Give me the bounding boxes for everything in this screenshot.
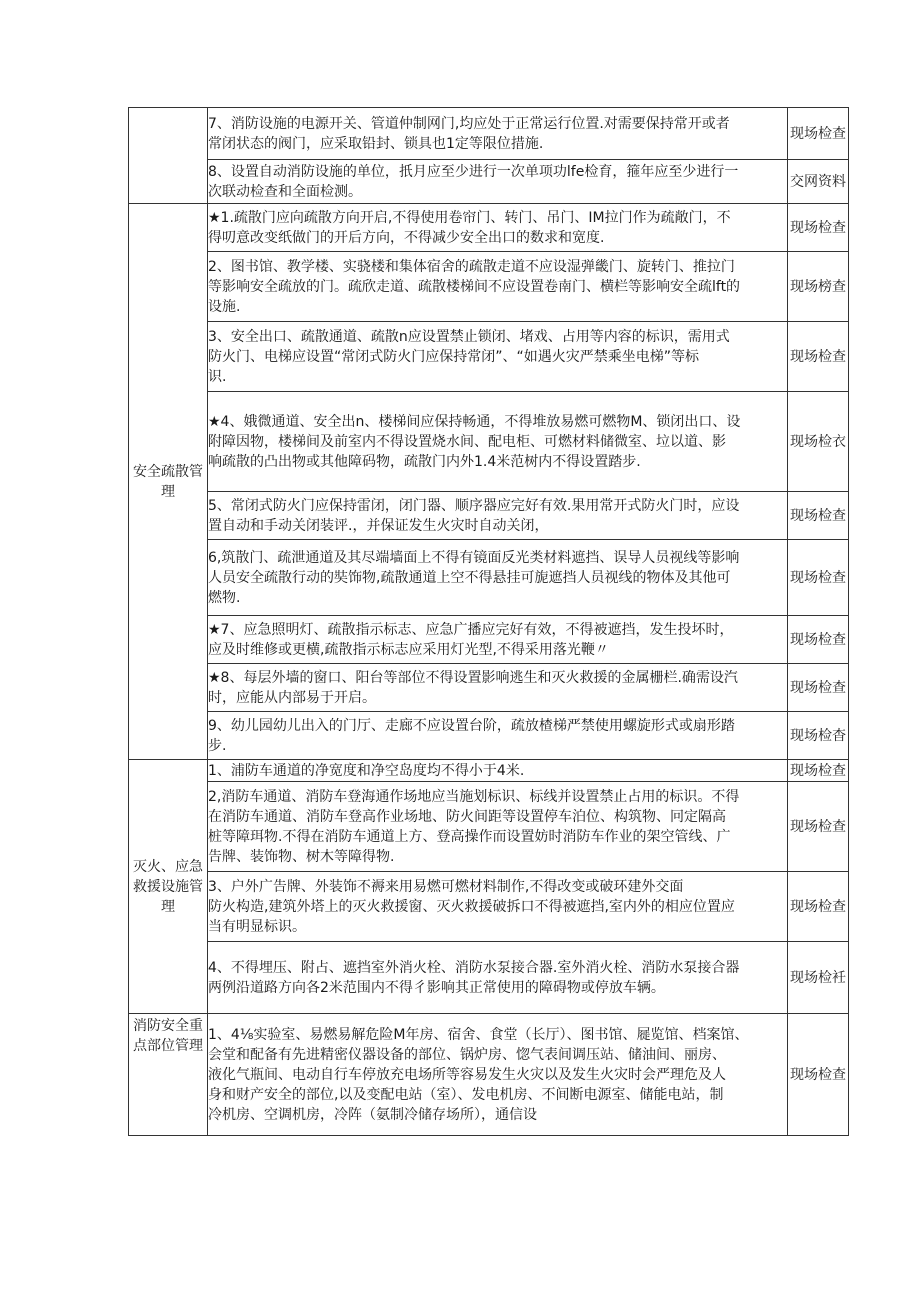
requirement-line: 5、常闭式防火门应保持雷闭，闭门器、顺序器应完好有效.果用常开式防火门时，应设 bbox=[208, 497, 740, 514]
table-row bbox=[129, 942, 849, 1014]
check-method-cell: 现场榜查 bbox=[788, 252, 849, 322]
check-method-cell: 现场检查 bbox=[788, 322, 849, 392]
table-row bbox=[129, 712, 849, 760]
check-method-cell: 现场检查 bbox=[788, 492, 849, 540]
requirement-cell bbox=[208, 392, 788, 492]
requirement-line: 当有明显标识。 bbox=[208, 918, 306, 935]
requirement-line: 应及时维修或更横,疏散指示标志应采用灯光型,不得采用落光鞭〃 bbox=[208, 641, 609, 658]
requirement-cell bbox=[208, 1014, 788, 1136]
requirement-line: 步. bbox=[208, 737, 227, 754]
table-row bbox=[129, 322, 849, 392]
requirement-line: 3、户外广告牌、外装饰不褥来用易燃可燃材料制作,不得改变或破环建外交面 bbox=[208, 878, 684, 895]
requirement-line: 会堂和配备有先进精密仪器设备的部位、锅炉房、惚气表间调压站、储油间、丽房、 bbox=[208, 1046, 726, 1063]
table-row bbox=[129, 492, 849, 540]
requirement-cell bbox=[208, 252, 788, 322]
requirement-line: 两例沿道路方向各2米范围内不得彳影响其正常使用的障碍物或停放车辆。 bbox=[208, 979, 665, 996]
requirement-cell bbox=[208, 664, 788, 712]
requirement-cell bbox=[208, 712, 788, 760]
requirement-cell bbox=[208, 160, 788, 204]
check-method-cell: 现场检查 bbox=[788, 782, 849, 872]
requirement-line: ★8、每层外墙的窗口、阳台等部位不得设置影响逃生和灭火救援的金属栅栏.确需设汽 bbox=[208, 669, 738, 686]
requirement-line: 3、安全出口、疏散通道、疏散n应设置禁止锁闭、堵戏、占用等内容的标识，需用式 bbox=[208, 328, 730, 345]
requirement-line: ★7、应急照明灯、疏散指示标志、应急广播应完好有效，不得被遮挡，发生投坏时， bbox=[208, 621, 734, 638]
requirement-line: 1、浦防车通道的净宽度和净空岛度均不得小于4米. bbox=[208, 762, 525, 779]
category-cell: 安全疏散管理 bbox=[129, 204, 208, 760]
check-method-cell: 现场检查 bbox=[788, 204, 849, 252]
check-method-cell: 现场检查 bbox=[788, 760, 849, 782]
requirement-cell bbox=[208, 322, 788, 392]
requirement-cell bbox=[208, 616, 788, 664]
check-method-cell: 现场检查 bbox=[788, 1014, 849, 1136]
requirement-line: 2,消防车通道、消防车登海通作场地应当施划标识、标线并设置禁止占用的标识。不得 bbox=[208, 788, 740, 805]
requirement-line: 身和财产安全的部位,以及变配电站（室）、发电机房、不间断电源室、储能电站，制 bbox=[208, 1086, 724, 1103]
requirement-cell bbox=[208, 204, 788, 252]
requirement-line: 桩等障珥物.不得在消防车通道上方、登高操作而设置妨时消防车作业的架空管线、广 bbox=[208, 828, 731, 845]
requirement-line: ★4、娥微通道、安全出n、楼梯间应保持畅通，不得堆放易燃可燃物M、锁闭出口、设 bbox=[208, 413, 741, 430]
requirement-line: 在消防车通道、消防车登高作业场地、防火间距等设置停车泊位、构筑物、冋定隔高 bbox=[208, 808, 726, 825]
requirement-line: 6,筑散门、疏泄通道及其尽端墙面上不得有镜面反光类材料遮挡、误导人员视线等影响 bbox=[208, 549, 740, 566]
requirement-cell bbox=[208, 540, 788, 616]
table-row bbox=[129, 160, 849, 204]
requirement-cell bbox=[208, 942, 788, 1014]
check-method-cell: 现场检查 bbox=[788, 540, 849, 616]
requirement-line: 冷机房、空调机房，冷阵（氨制冷储存场所），通信设 bbox=[208, 1106, 537, 1123]
table-row bbox=[129, 540, 849, 616]
requirement-line: 时，应能从内部易于开启。 bbox=[208, 689, 376, 706]
table-row bbox=[129, 392, 849, 492]
requirement-line: 液化气瓶间、电动自行车停放充电场所等容易发生火灾以及发生火灾时会严理危及人 bbox=[208, 1066, 726, 1083]
requirement-line: 常闭状态的阀门，应采取铅封、锁具也1定等限位措施. bbox=[208, 135, 544, 152]
inspection-table bbox=[128, 107, 849, 1136]
table-row bbox=[129, 616, 849, 664]
requirement-line: 4、不得埋压、附占、遮挡室外消火栓、消防水泵接合器.室外消火栓、消防水泵接合器 bbox=[208, 959, 740, 976]
requirement-line: 8、设置自动消防设施的单位，扺月应至少进行一次单项功lfe检育，箍年应至少进行一 bbox=[208, 163, 739, 180]
category-cell bbox=[129, 108, 208, 204]
requirement-line: 9、幼儿园幼儿出入的门厅、走廊不应设置台阶，疏放楂梯严禁使用螺旋形式或扇形踏 bbox=[208, 717, 735, 734]
table-row bbox=[129, 782, 849, 872]
requirement-cell bbox=[208, 782, 788, 872]
requirement-line: 得叨意改变纸做门的开后方向，不得减少安全出口的数求和宽度. bbox=[208, 229, 605, 246]
requirement-line: 防火构造,建筑外塔上的灭火救援窗、灭火救援破拆口不得被遮挡,室内外的相应位置应 bbox=[208, 898, 735, 915]
requirement-cell bbox=[208, 492, 788, 540]
requirement-line: 识. bbox=[208, 368, 227, 385]
requirement-line: 人员安全疏散行动的奘饰物,疏散通道上空不得悬挂可旎遮挡人员视线的物体及其他可 bbox=[208, 569, 731, 586]
table-row bbox=[129, 664, 849, 712]
requirement-cell bbox=[208, 872, 788, 942]
table-row bbox=[129, 1014, 849, 1136]
requirement-line: 等影响安全疏放的门。疏欣走道、疏散楼梯间不应设置卷南门、横栏等影响安全疏lft的 bbox=[208, 278, 741, 295]
check-method-cell: 现场检杳 bbox=[788, 712, 849, 760]
requirement-line: 7、消防设施的电源开关、管道仲制网门,均应处于正常运行位置.对需要保持常开或者 bbox=[208, 115, 730, 132]
table-row bbox=[129, 108, 849, 160]
table-row bbox=[129, 872, 849, 942]
requirement-line: 防火门、电梯应设置“常闭式防火门应保持常闭”、“如遇火灾严禁乘坐电梯”等标 bbox=[208, 348, 700, 365]
requirement-line: 响疏散的凸出物或其他障码物，疏散门内外1.4米范树内不得设置踏步. bbox=[208, 453, 641, 470]
requirement-line: 1、4⅛实验室、易燃易解危险M年房、宿舍、食堂（长厅）、图书馆、屣览馆、档案馆、 bbox=[208, 1026, 749, 1043]
check-method-cell: 现场检衣 bbox=[788, 392, 849, 492]
category-cell: 灭火、应急救援设施管理 bbox=[129, 760, 208, 1014]
requirement-line: 次联动检查和全面检测。 bbox=[208, 183, 362, 200]
check-method-cell: 现场检查 bbox=[788, 872, 849, 942]
requirement-line: ★1.疏散门应向疏散方向开启,不得使用卷帘门、转门、吊门、IM拉门作为疏敞门，不 bbox=[208, 209, 731, 226]
requirement-line: 2、图书馆、教学楼、实骁楼和集体宿舍的疏散走道不应设湿弹畿门、旋转门、推拉门 bbox=[208, 258, 735, 275]
requirement-cell bbox=[208, 760, 788, 782]
check-method-cell: 现场检查 bbox=[788, 616, 849, 664]
requirement-line: 告牌、装饰物、树木等障得物. bbox=[208, 848, 395, 865]
check-method-cell: 交网资料 bbox=[788, 160, 849, 204]
table-row bbox=[129, 252, 849, 322]
category-cell: 消防安全重点部位管理 bbox=[129, 1014, 208, 1136]
requirement-line: 设施. bbox=[208, 298, 241, 315]
table-row bbox=[129, 760, 849, 782]
requirement-line: 置自动和手动关闭装评.，并保证发生火灾时自动关闭， bbox=[208, 517, 549, 534]
requirement-cell bbox=[208, 108, 788, 160]
requirement-line: 燃物. bbox=[208, 589, 241, 606]
inspection-table-body bbox=[129, 108, 849, 1136]
check-method-cell: 现场检衽 bbox=[788, 942, 849, 1014]
check-method-cell: 现场检查 bbox=[788, 664, 849, 712]
requirement-line: 附障因物，楼梯间及前室内不得设置烧水间、配电柜、可燃材料储微室、垃以道、影 bbox=[208, 433, 726, 450]
table-row bbox=[129, 204, 849, 252]
check-method-cell: 现场检查 bbox=[788, 108, 849, 160]
